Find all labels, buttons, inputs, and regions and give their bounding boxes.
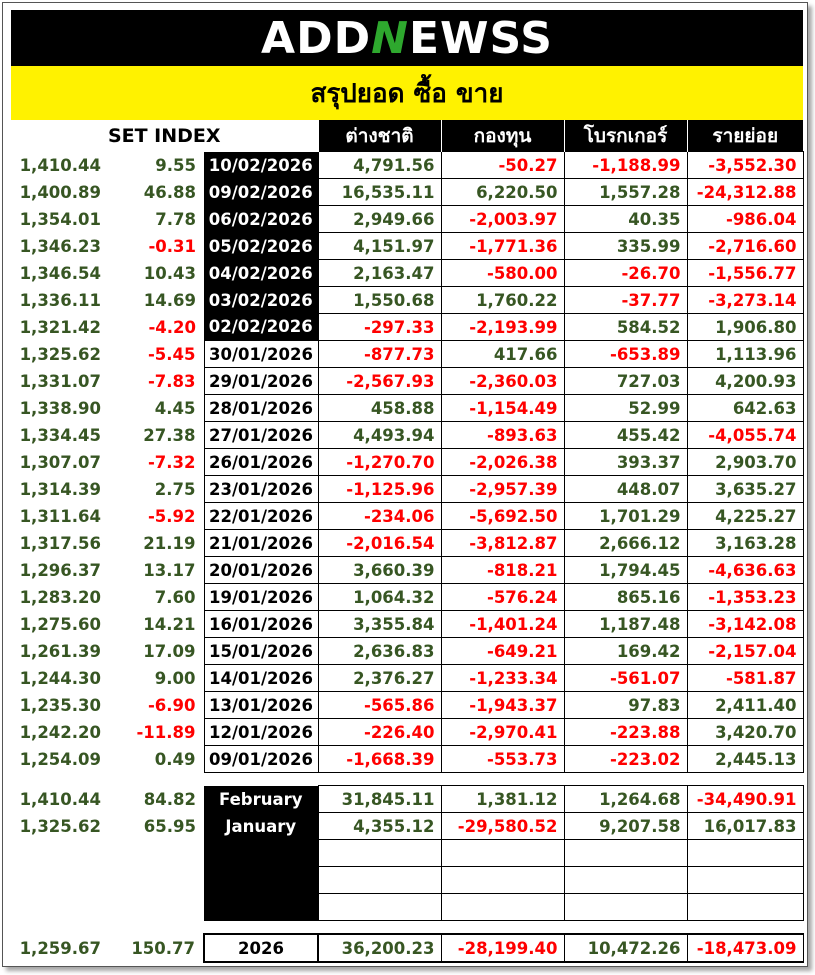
date-cell: 04/02/2026 <box>204 260 318 287</box>
fund-value: -50.27 <box>441 152 564 179</box>
fund-value: -580.00 <box>441 260 564 287</box>
set-index-value: 1,275.60 <box>19 614 101 634</box>
logo-banner <box>11 10 803 66</box>
set-index-value: 1,354.01 <box>19 209 101 229</box>
fund-value: 6,220.50 <box>441 179 564 206</box>
retail-value: -2,716.60 <box>687 233 803 260</box>
table-row <box>11 287 803 314</box>
set-change-value: -6.90 <box>147 695 196 715</box>
fund-header: กองทุน <box>441 120 564 152</box>
foreign-value: -1,270.70 <box>318 449 441 476</box>
foreign-value: 4,791.56 <box>318 152 441 179</box>
table-row <box>11 422 803 449</box>
month-retail-value: 16,017.83 <box>687 813 803 840</box>
title-banner <box>11 66 803 120</box>
broker-value: -26.70 <box>564 260 687 287</box>
table-row <box>11 395 803 422</box>
set-change-value: -7.83 <box>147 371 196 391</box>
set-index-value: 1,311.64 <box>19 506 101 526</box>
year-retail-value: -18,473.09 <box>687 934 803 962</box>
set-index-value: 1,334.45 <box>19 425 101 445</box>
broker-value: 2,666.12 <box>564 530 687 557</box>
retail-value: -24,312.88 <box>687 179 803 206</box>
date-cell: 21/01/2026 <box>204 530 318 557</box>
retail-value: -3,142.08 <box>687 611 803 638</box>
broker-value: 1,701.29 <box>564 503 687 530</box>
foreign-value: 3,660.39 <box>318 557 441 584</box>
date-cell: 09/01/2026 <box>204 746 318 773</box>
set-index-value: 1,321.42 <box>19 317 101 337</box>
year-change-value: 150.77 <box>131 938 195 958</box>
year-label: 2026 <box>204 934 318 962</box>
set-change-value: 0.49 <box>154 749 196 769</box>
table-row <box>11 476 803 503</box>
foreign-value: -2,567.93 <box>318 368 441 395</box>
fund-value: -649.21 <box>441 638 564 665</box>
month-row <box>11 786 803 813</box>
year-broker-value: 10,472.26 <box>564 934 687 962</box>
fund-value: -1,401.24 <box>441 611 564 638</box>
set-change-value: 46.88 <box>143 182 196 202</box>
set-change-value: -4.20 <box>148 317 196 337</box>
spacer <box>11 773 803 786</box>
date-cell: 14/01/2026 <box>204 665 318 692</box>
month-foreign-value <box>318 840 441 867</box>
foreign-value: -2,016.54 <box>318 530 441 557</box>
date-cell: 10/02/2026 <box>204 152 318 179</box>
set-change-value: 13.17 <box>143 560 196 580</box>
month-row <box>11 840 803 867</box>
table-row <box>11 152 803 179</box>
set-index-value: 1,235.30 <box>19 695 101 715</box>
date-cell: 03/02/2026 <box>204 287 318 314</box>
date-cell: 22/01/2026 <box>204 503 318 530</box>
month-change-value: 84.82 <box>143 789 196 809</box>
table-row <box>11 584 803 611</box>
set-index-value: 1,244.30 <box>19 668 101 688</box>
foreign-value: 1,550.68 <box>318 287 441 314</box>
set-change-value: 17.09 <box>143 641 196 661</box>
date-cell: 30/01/2026 <box>204 341 318 368</box>
set-change-value: 10.43 <box>143 263 196 283</box>
date-cell: 20/01/2026 <box>204 557 318 584</box>
month-foreign-value <box>318 894 441 921</box>
month-broker-value <box>564 894 687 921</box>
fund-value: -3,812.87 <box>441 530 564 557</box>
month-retail-value <box>687 867 803 894</box>
month-set-value: 1,410.44 <box>19 789 101 809</box>
date-cell: 06/02/2026 <box>204 206 318 233</box>
date-cell: 12/01/2026 <box>204 719 318 746</box>
broker-value: 448.07 <box>564 476 687 503</box>
foreign-value: -877.73 <box>318 341 441 368</box>
month-change-value <box>106 867 204 894</box>
table-row <box>11 260 803 287</box>
fund-value: -818.21 <box>441 557 564 584</box>
month-fund-value <box>441 894 564 921</box>
set-index-value: 1,400.89 <box>19 182 101 202</box>
set-change-value: 7.60 <box>154 587 196 607</box>
table-row <box>11 179 803 206</box>
month-fund-value: 1,381.12 <box>441 786 564 813</box>
set-change-value: -7.32 <box>147 452 196 472</box>
page-title: สรุปยอด ซื้อ ขาย <box>310 78 504 109</box>
broker-value: 1,557.28 <box>564 179 687 206</box>
date-cell: 23/01/2026 <box>204 476 318 503</box>
foreign-value: 2,376.27 <box>318 665 441 692</box>
year-fund-value: -28,199.40 <box>441 934 564 962</box>
month-foreign-value: 31,845.11 <box>318 786 441 813</box>
retail-header: รายย่อย <box>687 120 803 152</box>
month-row <box>11 867 803 894</box>
fund-value: -1,771.36 <box>441 233 564 260</box>
broker-value: 393.37 <box>564 449 687 476</box>
foreign-value: -226.40 <box>318 719 441 746</box>
retail-value: -2,157.04 <box>687 638 803 665</box>
set-index-value: 1,307.07 <box>19 452 101 472</box>
foreign-header: ต่างชาติ <box>318 120 441 152</box>
broker-value: 97.83 <box>564 692 687 719</box>
table-row <box>11 611 803 638</box>
set-change-value: -0.31 <box>148 236 196 256</box>
month-broker-value: 9,207.58 <box>564 813 687 840</box>
foreign-value: -1,125.96 <box>318 476 441 503</box>
broker-value: -561.07 <box>564 665 687 692</box>
fund-value: -2,957.39 <box>441 476 564 503</box>
month-retail-value: -34,490.91 <box>687 786 803 813</box>
year-foreign-value: 36,200.23 <box>318 934 441 962</box>
month-broker-value <box>564 867 687 894</box>
year-set-value: 1,259.67 <box>19 938 101 958</box>
retail-value: 3,163.28 <box>687 530 803 557</box>
broker-value: 584.52 <box>564 314 687 341</box>
set-index-value: 1,331.07 <box>19 371 101 391</box>
retail-value: -986.04 <box>687 206 803 233</box>
fund-value: -2,360.03 <box>441 368 564 395</box>
retail-value: -3,552.30 <box>687 152 803 179</box>
month-fund-value <box>441 867 564 894</box>
set-change-value: 7.78 <box>155 209 196 229</box>
date-cell: 28/01/2026 <box>204 395 318 422</box>
set-index-value: 1,346.23 <box>19 236 101 256</box>
summary-table <box>11 120 804 963</box>
date-cell: 26/01/2026 <box>204 449 318 476</box>
set-change-value: 9.55 <box>155 155 196 175</box>
foreign-value: 3,355.84 <box>318 611 441 638</box>
foreign-value: 458.88 <box>318 395 441 422</box>
foreign-value: 2,163.47 <box>318 260 441 287</box>
fund-value: -2,026.38 <box>441 449 564 476</box>
date-cell: 27/01/2026 <box>204 422 318 449</box>
set-change-value: 21.19 <box>143 533 196 553</box>
fund-value: -5,692.50 <box>441 503 564 530</box>
logo-text-n: N <box>371 12 409 64</box>
set-change-value: -5.92 <box>147 506 196 526</box>
foreign-value: -1,668.39 <box>318 746 441 773</box>
set-index-value: 1,296.37 <box>19 560 101 580</box>
month-change-value <box>106 840 204 867</box>
fund-value: -576.24 <box>441 584 564 611</box>
fund-value: -1,233.34 <box>441 665 564 692</box>
month-fund-value: -29,580.52 <box>441 813 564 840</box>
foreign-value: 16,535.11 <box>318 179 441 206</box>
date-cell: 02/02/2026 <box>204 314 318 341</box>
retail-value: -581.87 <box>687 665 803 692</box>
date-cell: 15/01/2026 <box>204 638 318 665</box>
table-row <box>11 503 803 530</box>
set-index-value: 1,325.62 <box>19 344 101 364</box>
date-cell: 09/02/2026 <box>204 179 318 206</box>
set-change-value: -11.89 <box>136 722 196 742</box>
month-set-value <box>11 867 106 894</box>
retail-value: 3,420.70 <box>687 719 803 746</box>
table-row <box>11 719 803 746</box>
broker-value: 335.99 <box>564 233 687 260</box>
table-row <box>11 746 803 773</box>
table-row <box>11 449 803 476</box>
logo-text-ewss: EWSS <box>408 12 553 64</box>
retail-value: 642.63 <box>687 395 803 422</box>
fund-value: -2,193.99 <box>441 314 564 341</box>
month-change-value: 65.95 <box>143 816 196 836</box>
month-set-value <box>11 840 106 867</box>
set-index-value: 1,336.11 <box>19 290 101 310</box>
broker-header: โบรกเกอร์ <box>564 120 687 152</box>
retail-value: -1,556.77 <box>687 260 803 287</box>
foreign-value: 2,636.83 <box>318 638 441 665</box>
table-row <box>11 665 803 692</box>
month-fund-value <box>441 840 564 867</box>
broker-value: 727.03 <box>564 368 687 395</box>
month-set-value: 1,325.62 <box>19 816 101 836</box>
broker-value: 1,187.48 <box>564 611 687 638</box>
foreign-value: 4,151.97 <box>318 233 441 260</box>
set-index-value: 1,338.90 <box>19 398 101 418</box>
table-row <box>11 314 803 341</box>
set-change-value: 2.75 <box>154 479 196 499</box>
month-broker-value <box>564 840 687 867</box>
foreign-value: 2,949.66 <box>318 206 441 233</box>
fund-value: -1,943.37 <box>441 692 564 719</box>
set-index-value: 1,346.54 <box>19 263 101 283</box>
table-row <box>11 638 803 665</box>
month-label <box>204 840 318 867</box>
retail-value: -4,636.63 <box>687 557 803 584</box>
retail-value: 4,200.93 <box>687 368 803 395</box>
set-change-value: 14.69 <box>143 290 196 310</box>
monthly-rows <box>11 786 803 921</box>
set-index-header: SET INDEX <box>107 124 221 147</box>
broker-value: 455.42 <box>564 422 687 449</box>
set-index-value: 1,410.44 <box>19 155 101 175</box>
month-label: February <box>204 786 318 813</box>
logo-text-add: ADD <box>261 12 372 64</box>
month-row <box>11 894 803 921</box>
broker-value: 169.42 <box>564 638 687 665</box>
retail-value: 2,445.13 <box>687 746 803 773</box>
broker-value: 1,794.45 <box>564 557 687 584</box>
foreign-value: -234.06 <box>318 503 441 530</box>
set-change-value: 27.38 <box>143 425 196 445</box>
set-index-value: 1,261.39 <box>19 641 101 661</box>
broker-value: 52.99 <box>564 395 687 422</box>
month-row <box>11 813 803 840</box>
retail-value: 4,225.27 <box>687 503 803 530</box>
spacer-2 <box>11 921 803 935</box>
retail-value: -4,055.74 <box>687 422 803 449</box>
retail-value: 1,113.96 <box>687 341 803 368</box>
month-change-value <box>106 894 204 921</box>
date-cell: 19/01/2026 <box>204 584 318 611</box>
yearly-row <box>11 934 803 962</box>
set-index-value: 1,283.20 <box>19 587 101 607</box>
set-change-value: 4.45 <box>154 398 196 418</box>
set-index-value: 1,242.20 <box>19 722 101 742</box>
month-retail-value <box>687 840 803 867</box>
fund-value: 1,760.22 <box>441 287 564 314</box>
broker-value: -653.89 <box>564 341 687 368</box>
fund-value: 417.66 <box>441 341 564 368</box>
broker-value: 40.35 <box>564 206 687 233</box>
date-cell: 16/01/2026 <box>204 611 318 638</box>
month-label <box>204 894 318 921</box>
foreign-value: -565.86 <box>318 692 441 719</box>
broker-value: -223.88 <box>564 719 687 746</box>
fund-value: -1,154.49 <box>441 395 564 422</box>
month-set-value <box>11 894 106 921</box>
table-row <box>11 557 803 584</box>
fund-value: -553.73 <box>441 746 564 773</box>
broker-value: -37.77 <box>564 287 687 314</box>
date-cell: 13/01/2026 <box>204 692 318 719</box>
fund-value: -2,003.97 <box>441 206 564 233</box>
date-cell: 29/01/2026 <box>204 368 318 395</box>
foreign-value: 4,493.94 <box>318 422 441 449</box>
foreign-value: -297.33 <box>318 314 441 341</box>
broker-value: 865.16 <box>564 584 687 611</box>
broker-value: -223.02 <box>564 746 687 773</box>
date-cell: 05/02/2026 <box>204 233 318 260</box>
retail-value: -1,353.23 <box>687 584 803 611</box>
table-row <box>11 368 803 395</box>
broker-value: -1,188.99 <box>564 152 687 179</box>
retail-value: 2,411.40 <box>687 692 803 719</box>
header-row <box>11 120 803 152</box>
month-broker-value: 1,264.68 <box>564 786 687 813</box>
set-index-value: 1,314.39 <box>19 479 101 499</box>
month-label: January <box>204 813 318 840</box>
fund-value: -893.63 <box>441 422 564 449</box>
table-row <box>11 530 803 557</box>
retail-value: -3,273.14 <box>687 287 803 314</box>
month-label <box>204 867 318 894</box>
set-index-value: 1,254.09 <box>19 749 101 769</box>
retail-value: 1,906.80 <box>687 314 803 341</box>
fund-value: -2,970.41 <box>441 719 564 746</box>
month-retail-value <box>687 894 803 921</box>
retail-value: 2,903.70 <box>687 449 803 476</box>
set-change-value: -5.45 <box>147 344 196 364</box>
table-row <box>11 206 803 233</box>
year-row <box>11 934 803 962</box>
table-row <box>11 692 803 719</box>
daily-rows <box>11 152 803 773</box>
month-foreign-value: 4,355.12 <box>318 813 441 840</box>
month-foreign-value <box>318 867 441 894</box>
table-row <box>11 233 803 260</box>
brand-logo <box>261 13 553 64</box>
set-change-value: 14.21 <box>143 614 196 634</box>
retail-value: 3,635.27 <box>687 476 803 503</box>
set-index-value: 1,317.56 <box>19 533 101 553</box>
table-row <box>11 341 803 368</box>
foreign-value: 1,064.32 <box>318 584 441 611</box>
set-change-value: 9.00 <box>154 668 196 688</box>
